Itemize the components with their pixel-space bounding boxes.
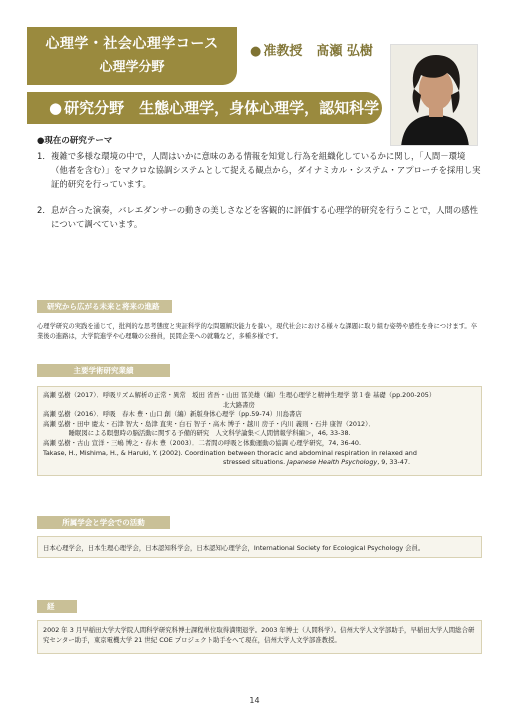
work-item (43, 439, 476, 449)
work-text: 高瀬 弘樹・田中 慶太・石津 智大・島津 直実・白石 智子・高木 博子・越川 房子・内川 義則・石井 康智（2012）． (43, 419, 375, 428)
research-field-title: 研究分野 生態心理学，身体心理学，認知科学 (64, 99, 380, 117)
theme-item-number: 1． (37, 151, 51, 161)
work-cont: stressed situations. (223, 458, 288, 467)
theme-item (37, 203, 482, 231)
portrait-photo (390, 44, 478, 146)
research-field-banner (27, 92, 382, 124)
future-text: 心理学研究の実践を通じて，批判的な思考態度と実証科学的な問題解決能力を養い，現代社会における様々な課題に取り組む姿勢や感性を身につけます。卒業後の進路は，大学院進学や心理職の公務員，民間企業への就職など，多種多様です。 (37, 323, 478, 340)
work-text-continued: 北大路書房 (223, 400, 255, 409)
work-item (43, 391, 476, 410)
person-line (250, 40, 373, 59)
journal-title: Japanese Health Psychology (287, 458, 378, 467)
career-section-label: 経 (37, 600, 77, 613)
work-text-continued (43, 458, 476, 468)
works-section-label: 主要学術研究業績 (37, 364, 170, 377)
theme-item-text: 複雑で多様な環境の中で，人間はいかに意味のある情報を知覚し行為を組織化しているかに関し，「人間－環境（他者を含む）」をマクロな協調システムとして捉える観点から，ダイナミカル・システム・アプローチを採用し実証的研究を行っています。 (51, 151, 481, 189)
work-text: 高瀬 弘樹（2016）．呼吸 春木 豊・山口 創（編）新版身体心理学（pp.59-74）川島書店 (43, 410, 302, 419)
person-role: 准教授 (263, 44, 303, 59)
work-text: 高瀬 弘樹（2017）．呼吸リズム解析の正常・異常 坂田 省吾・山田 冨美雄（編）生理心理学と精神生理学 第１巻 基礎（pp.200-205） (43, 391, 436, 399)
work-item (43, 410, 476, 420)
works-box (37, 386, 482, 476)
work-item (43, 449, 476, 468)
theme-item-text: 息が合った演奏，バレエダンサーの動きの美しさなどを客観的に評価する心理学的研究を行うことで，人間の感性について調べています。 (51, 205, 479, 229)
work-item (43, 420, 476, 430)
current-research-theme (37, 134, 482, 243)
work-tail: , 9, 33-47. (377, 458, 410, 467)
future-section-label: 研究から広がる未来と将来の進路 (37, 300, 172, 313)
work-text: 高瀬 弘樹・古山 宣洋・三嶋 博之・春木 豊（2003）．二者間の呼吸と体動運動の協調 心理学研究，74, 36-40. (43, 438, 362, 447)
membership-text: 日本心理学会，日本生理心理学会，日本認知科学会，日本認知心理学会，International Society for Ecological Psychology 会員。 (37, 536, 482, 558)
page-number: 14 (249, 696, 260, 705)
bullet-icon: ● (250, 44, 262, 59)
bullet-icon: ● (49, 99, 63, 117)
person-name: 髙瀬 弘樹 (316, 44, 373, 59)
theme-heading: ●現在の研究テーマ (37, 136, 113, 146)
work-text: Takase, H., Mishima, H., & Haruki, Y. (2002). Coordination between thoracic and abdominal respiration in relaxed and (43, 448, 417, 457)
course-header (27, 27, 237, 85)
work-item (43, 429, 476, 439)
theme-item-number: 2． (37, 205, 51, 215)
course-title: 心理学・社会心理学コース (45, 36, 219, 52)
theme-item (37, 149, 482, 191)
career-text: 2002 年 3 月早稲田大学大学院人間科学研究科博士課程単位取得満期退学。2003 年博士（人間科学）。信州大学人文学部助手，早稲田大学人間総合研究センター助手，東京電機大学 21 世紀 COE プロジェクト助手をへて現在，信州大学人文学部准教授。 (37, 620, 482, 654)
work-text: 睡眠図による瞑想時の脳活動に関する予備的研究 人文科学論集＜人間情報学科編＞，46, 33-38. (43, 429, 351, 438)
membership-section-label: 所属学会と学会での活動 (37, 516, 170, 529)
field-title: 心理学分野 (99, 60, 165, 75)
theme-list (37, 149, 482, 231)
